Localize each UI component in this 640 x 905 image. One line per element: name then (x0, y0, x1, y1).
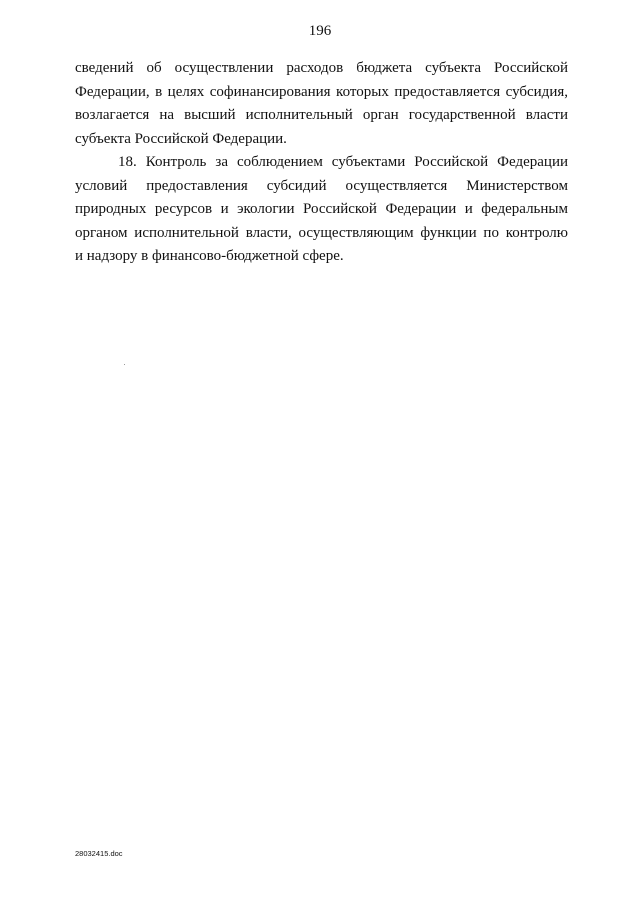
text-line: условий предоставления субсидий осуществляется Министерством (75, 177, 568, 194)
page-number: 196 (308, 23, 332, 39)
text-line: и надзору в финансово-бюджетной сфере. (75, 248, 344, 264)
text-line: органом исполнительной власти, осуществляющим функции по контролю (75, 224, 568, 241)
text-line: 18. Контроль за соблюдением субъектами Российской Федерации (118, 154, 568, 170)
text-line: субъекта Российской Федерации. (75, 130, 287, 147)
footer-filename: 28032415.doc (75, 849, 123, 858)
text-line: сведений об осуществлении расходов бюджета субъекта Российской (75, 60, 568, 76)
text-line: природных ресурсов и экологии Российской Федерации и федеральным (75, 201, 568, 217)
body-text (75, 57, 568, 269)
text-line: Федерации, в целях софинансирования которых предоставляется субсидия, (75, 83, 568, 100)
text-line: возлагается на высший исполнительный орган государственной власти (75, 107, 568, 123)
scan-artifact (124, 364, 125, 365)
